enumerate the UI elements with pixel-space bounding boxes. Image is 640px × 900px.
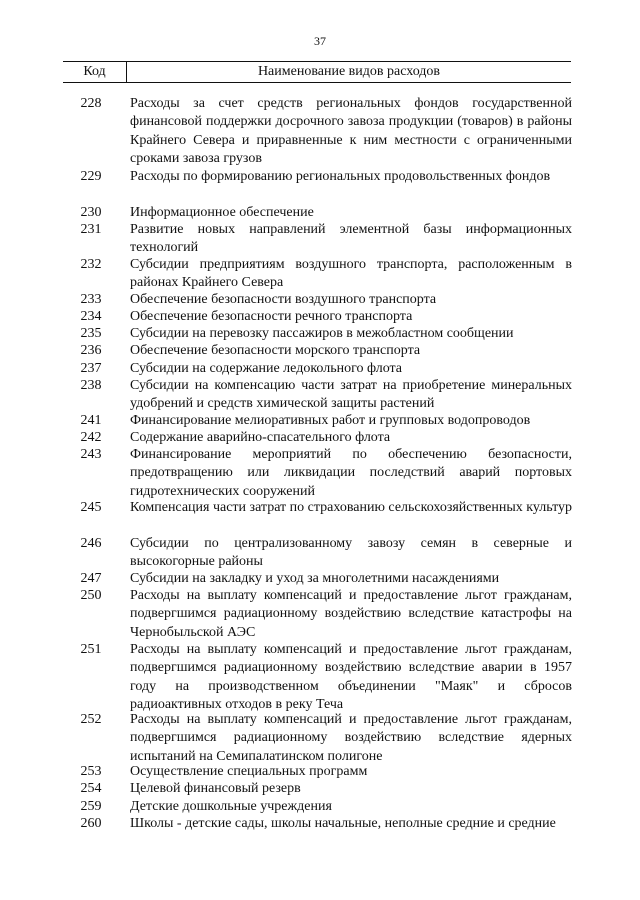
item-code: 243 (80, 447, 102, 462)
item-code: 252 (80, 712, 102, 727)
item-code: 234 (80, 309, 102, 324)
item-name: Расходы по формированию региональных продовольственных фондов (130, 169, 551, 184)
item-code: 251 (80, 642, 102, 657)
item-code: 235 (80, 326, 102, 341)
item-name: Расходы на выплату компенсаций и предоставление льгот гражданам, подвергшимся радиационному воздействию вследствие аварии в 1957 году на производственном объединении "Маяк" и сбросов радиоактивных отходов в реку Теча (130, 642, 572, 712)
item-name: Обеспечение безопасности речного транспорта (130, 309, 413, 324)
item-name: Информационное обеспечение (130, 205, 314, 220)
item-name: Расходы за счет средств региональных фондов государственной финансовой поддержки досрочного завоза продукции (товаров) в районы Крайнего Севера и приравненные к ним местности с ограниченными сроками завоза грузов (130, 96, 572, 166)
header-code: Код (63, 62, 127, 82)
item-name: Школы - детские сады, школы начальные, неполные средние и средние (130, 816, 556, 831)
item-name: Развитие новых направлений элементной базы информационных технологий (130, 222, 572, 256)
item-code: 253 (80, 764, 102, 779)
item-code: 246 (80, 536, 102, 551)
item-name: Детские дошкольные учреждения (130, 799, 332, 814)
item-code: 247 (80, 571, 102, 586)
item-code: 254 (80, 781, 102, 796)
item-code: 241 (80, 413, 102, 428)
item-code: 242 (80, 430, 102, 445)
item-code: 232 (80, 257, 102, 272)
item-name: Субсидии на закладку и уход за многолетними насаждениями (130, 571, 500, 586)
item-name: Расходы на выплату компенсаций и предоставление льгот гражданам, подвергшимся радиационному воздействию вследствие катастрофы на Чернобыльской АЭС (130, 588, 572, 640)
item-code: 250 (80, 588, 102, 603)
item-code: 259 (80, 799, 102, 814)
item-name: Обеспечение безопасности воздушного транспорта (130, 292, 437, 307)
item-name: Субсидии по централизованному завозу семян в северные и высокогорные районы (130, 536, 572, 570)
item-name: Содержание аварийно-спасательного флота (130, 430, 391, 445)
item-code: 231 (80, 222, 102, 237)
item-code: 260 (80, 816, 102, 831)
item-name: Расходы на выплату компенсаций и предоставление льгот гражданам, подвергшимся радиационному воздействию вследствие ядерных испытаний на Семипалатинском полигоне (130, 712, 572, 764)
item-code: 245 (80, 500, 102, 515)
item-name: Обеспечение безопасности морского транспорта (130, 343, 421, 358)
item-name: Целевой финансовый резерв (130, 781, 301, 796)
item-name: Субсидии на перевозку пассажиров в межобластном сообщении (130, 326, 514, 341)
item-code: 237 (80, 361, 102, 376)
item-code: 233 (80, 292, 102, 307)
page-number: 37 (314, 34, 326, 48)
item-code: 229 (80, 169, 102, 184)
item-code: 230 (80, 205, 102, 220)
item-name: Субсидии на содержание ледокольного флота (130, 361, 403, 376)
item-name: Осуществление специальных программ (130, 764, 368, 779)
item-name: Субсидии на компенсацию части затрат на приобретение минеральных удобрений и средств химической защиты растений (130, 378, 572, 412)
header-name: Наименование видов расходов (257, 64, 441, 79)
item-name: Компенсация части затрат по страхованию сельскохозяйственных культур (130, 500, 573, 515)
item-name: Субсидии предприятиям воздушного транспорта, расположенным в районах Крайнего Севера (130, 257, 572, 291)
item-code: 228 (80, 96, 102, 111)
item-name: Финансирование мероприятий по обеспечению безопасности, предотвращению или ликвидации последствий аварий портовых гидротехнических сооружений (130, 447, 572, 499)
item-name: Финансирование мелиоративных работ и групповых водопроводов (130, 413, 531, 428)
item-code: 238 (80, 378, 102, 393)
item-code: 236 (80, 343, 102, 358)
